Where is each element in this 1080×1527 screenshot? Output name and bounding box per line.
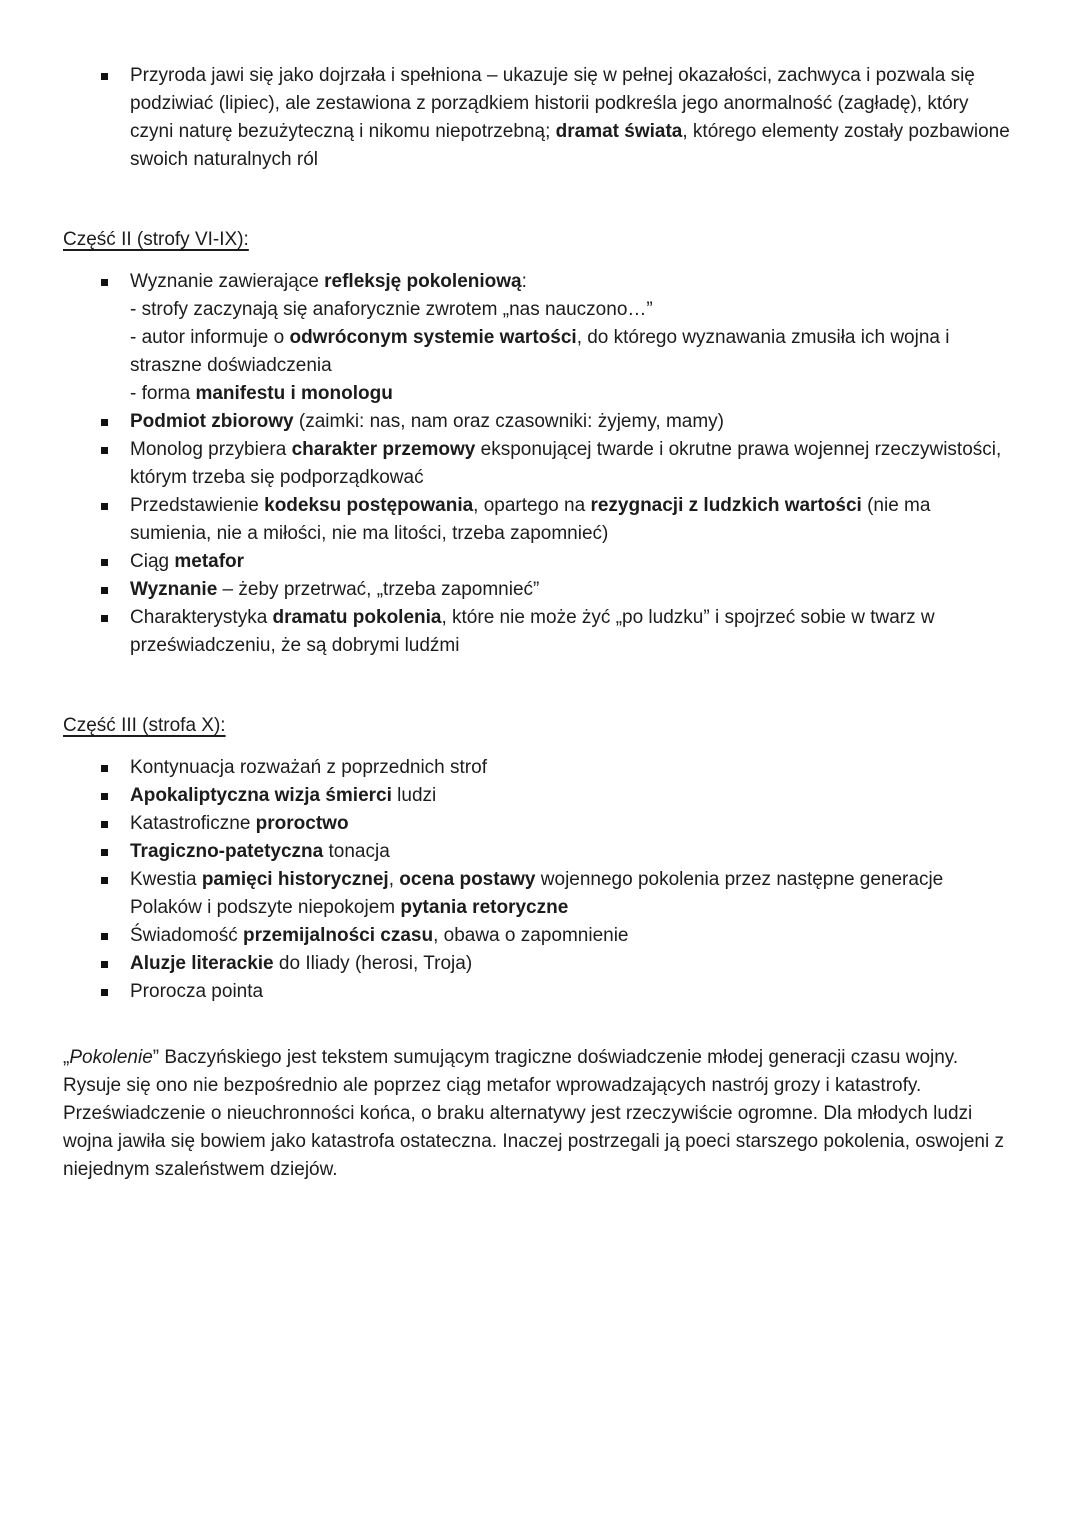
bullet-square-icon (101, 447, 108, 454)
bullet-square-icon (101, 279, 108, 286)
text-segment-bold: pamięci historycznej (201, 869, 389, 890)
text-segment-bold: przemijalności czasu (243, 925, 434, 946)
list-item (63, 604, 1014, 660)
list-item (63, 408, 1014, 436)
text-segment-bold: ocena postawy (399, 869, 536, 890)
text-segment: „ (63, 1047, 70, 1068)
bullet-square-icon (101, 419, 108, 426)
text-segment-bold: dramat świata (555, 121, 683, 142)
text-segment-bold: metafor (174, 551, 245, 572)
bullet-square-icon (101, 793, 108, 800)
text-segment-bold: odwróconym systemie wartości (289, 327, 577, 348)
text-segment-bold: pytania retoryczne (400, 897, 569, 918)
bullet-square-icon (101, 821, 108, 828)
text-segment: wojennego pokolenia przez następne generacje Polaków i podszyte niepokojem (130, 869, 944, 918)
text-segment: , którego elementy zostały pozbawione swoich naturalnych ról (130, 121, 1010, 170)
text-segment: , (388, 869, 400, 890)
text-segment: Świadomość (130, 925, 243, 946)
text-segment: , obawa o zapomnienie (433, 925, 629, 946)
list-item (63, 268, 1014, 408)
bullet-square-icon (101, 849, 108, 856)
text-segment: Charakterystyka (130, 607, 273, 628)
text-segment: Wyznanie zawierające (130, 271, 325, 292)
list-item (63, 810, 1014, 838)
bullet-square-icon (101, 989, 108, 996)
text-segment: do Iliady (herosi, Troja) (273, 953, 473, 974)
section-heading: Część II (strofy VI-IX): (63, 229, 249, 250)
bullet-square-icon (101, 877, 108, 884)
text-segment-italic: Pokolenie (69, 1047, 153, 1068)
text-segment: ludzi (391, 785, 437, 806)
list-item (63, 492, 1014, 548)
text-segment: – żeby przetrwać, „trzeba zapomnieć” (217, 579, 540, 600)
bullet-square-icon (101, 933, 108, 940)
bullet-list (63, 62, 1014, 174)
text-segment-bold: refleksję pokoleniową (324, 271, 522, 292)
text-segment-bold: Aluzje literackie (130, 953, 274, 974)
text-segment-bold: Tragiczno-patetyczna (130, 841, 324, 862)
bullet-square-icon (101, 765, 108, 772)
text-segment: Monolog przybiera (130, 439, 292, 460)
bullet-square-icon (101, 961, 108, 968)
text-segment-bold: Podmiot zbiorowy (130, 411, 294, 432)
text-segment: Katastroficzne (130, 813, 256, 834)
list-item (63, 978, 1014, 1006)
text-segment-bold: Apokaliptyczna wizja śmierci (130, 785, 392, 806)
text-segment: (zaimki: nas, nam oraz czasowniki: żyjemy, mamy) (293, 411, 725, 432)
text-segment-bold: Wyznanie (130, 579, 218, 600)
text-segment-bold: kodeksu postępowania (264, 495, 474, 516)
text-segment: (nie ma sumienia, nie a miłości, nie ma litości, trzeba zapomnieć) (130, 495, 931, 544)
text-segment: Ciąg (130, 551, 175, 572)
text-segment: eksponującej twarde i okrutne prawa wojennej rzeczywistości, którym trzeba się podporządkować (130, 439, 1002, 488)
text-segment: , opartego na (473, 495, 591, 516)
text-segment: Przyroda jawi się jako dojrzała i spełniona – ukazuje się w pełnej okazałości, zachwyca i pozwala się podziwiać (lipiec), ale zestawiona z porządkiem historii podkreśla jego anormalność (zagładę), który czyni naturę bezużyteczną i nikomu niepotrzebną; (130, 65, 975, 142)
list-item (63, 950, 1014, 978)
text-segment: - forma (130, 383, 196, 404)
bullet-list (63, 268, 1014, 660)
text-segment: tonacja (323, 841, 390, 862)
bullet-square-icon (101, 587, 108, 594)
bullet-square-icon (101, 559, 108, 566)
text-segment: Kontynuacja rozważań z poprzednich strof (130, 757, 487, 778)
bullet-square-icon (101, 503, 108, 510)
text-segment-bold: dramatu pokolenia (272, 607, 442, 628)
text-segment: : (521, 271, 527, 292)
text-segment: , do którego wyznawania zmusiła ich wojna i straszne doświadczenia (130, 327, 950, 376)
text-segment: - strofy zaczynają się anaforycznie zwrotem „nas nauczono…” (130, 299, 653, 320)
text-segment-bold: manifestu i monologu (195, 383, 393, 404)
list-item (63, 866, 1014, 922)
list-item (63, 576, 1014, 604)
text-segment: Przedstawienie (130, 495, 265, 516)
bullet-square-icon (101, 73, 108, 80)
bullet-list (63, 754, 1014, 1006)
text-segment: - autor informuje o (130, 327, 290, 348)
summary-paragraph (63, 1044, 1014, 1184)
list-item (63, 548, 1014, 576)
bullet-square-icon (101, 615, 108, 622)
text-segment: Prorocza pointa (130, 981, 264, 1002)
list-item (63, 922, 1014, 950)
list-item (63, 754, 1014, 782)
text-segment: ” Baczyńskiego jest tekstem sumującym tragiczne doświadczenie młodej generacji czasu wojny. Rysuje się ono nie bezpośrednio ale poprzez ciąg metafor wprowadzających nastrój grozy i katastrofy. Przeświadczenie o nieuchronności końca, o braku alternatywy jest rzeczywiście ogromne. Dla młodych ludzi wojna jawiła się bowiem jako katastrofa ostateczna. Inaczej postrzegali ją poeci starszego pokolenia, oswojeni z niejednym szaleństwem dziejów. (63, 1047, 1005, 1180)
list-item (63, 62, 1014, 174)
list-item (63, 436, 1014, 492)
section-heading: Część III (strofa X): (63, 715, 226, 736)
text-segment: , które nie może żyć „po ludzku” i spojrzeć sobie w twarz w przeświadczeniu, że są dobrymi ludźmi (130, 607, 935, 656)
text-segment-bold: rezygnacji z ludzkich wartości (590, 495, 862, 516)
text-segment: Kwestia (130, 869, 202, 890)
list-item (63, 838, 1014, 866)
text-segment-bold: charakter przemowy (291, 439, 476, 460)
list-item (63, 782, 1014, 810)
text-segment-bold: proroctwo (255, 813, 349, 834)
